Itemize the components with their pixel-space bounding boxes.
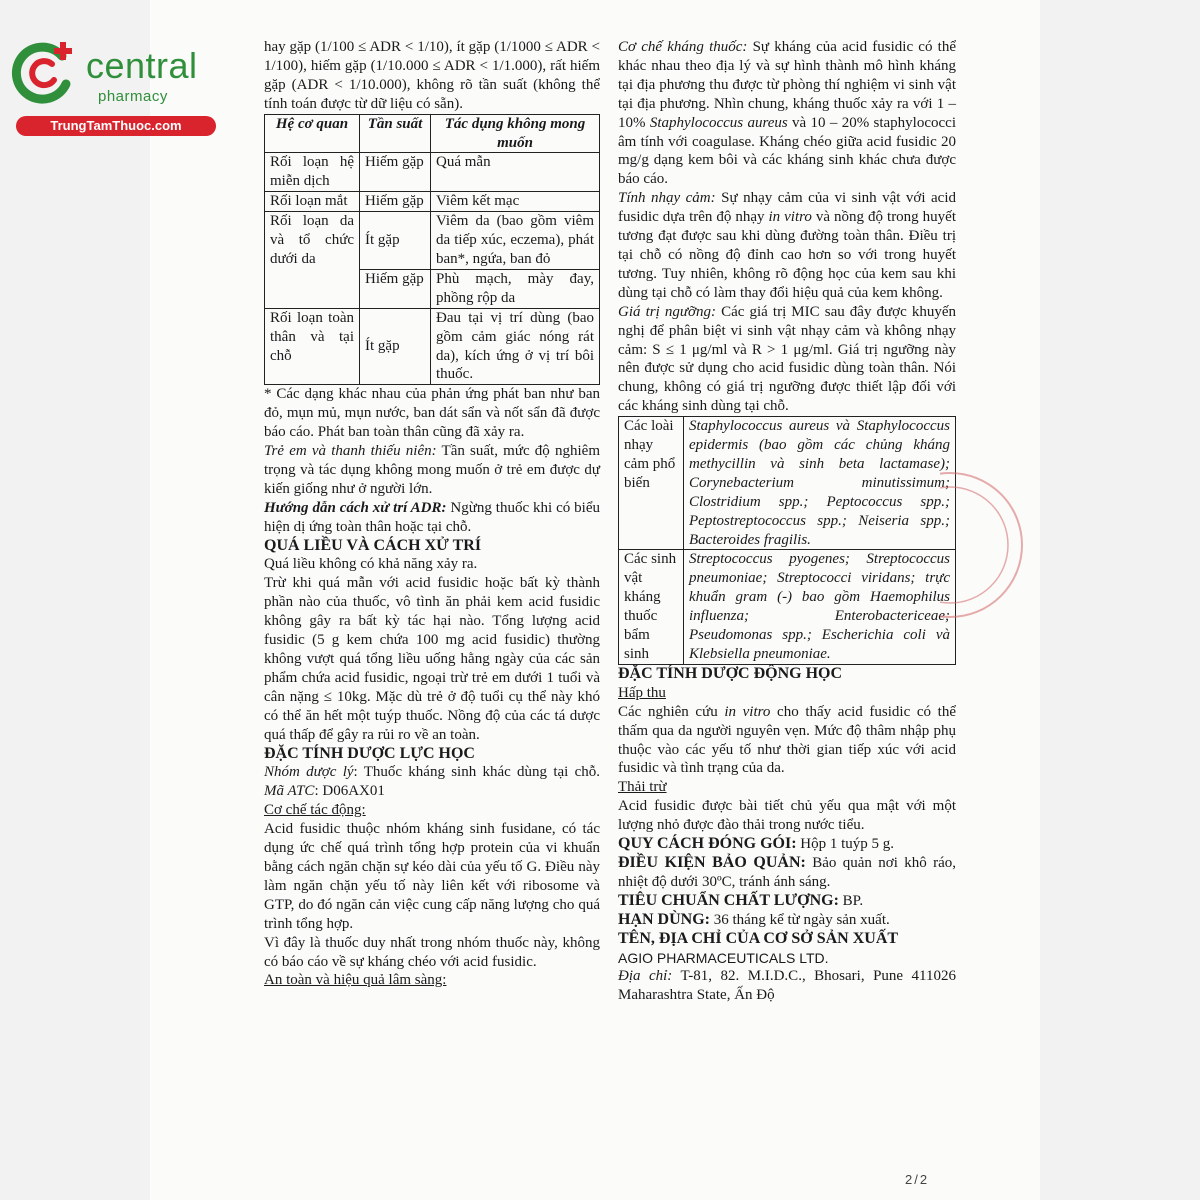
mechanism-label: Cơ chế tác động: [264,802,366,819]
storage-label: ĐIỀU KIỆN BẢO QUẢN: [618,853,806,871]
table-cell: Rối loạn mắt [265,192,360,212]
pharmacokinetics-heading: ĐẶC TÍNH DƯỢC ĐỘNG HỌC [618,664,843,682]
absorption-in-vitro: in vitro [724,703,771,720]
resistance-text-2: và 10 – 20% staphylococci âm tính với coagulase. Kháng chéo giữa acid fusidic 20 mg/g dạng kem bôi và các kháng sinh khác chưa được báo cáo. [618,114,956,188]
adr-handling-paragraph [264,499,600,537]
address-label: Địa chỉ: [618,968,673,985]
rash-footnote: * Các dạng khác nhau của phản ứng phát ban như ban đỏ, mụn mủ, mụn nước, ban dát sẩn và nốt sẩn đã được báo cáo. Phát ban toàn thân cũng đã xảy ra. [264,386,600,441]
table-row [619,550,956,664]
atc-label: Mã ATC [264,783,315,800]
absorption-text: Các nghiên cứu [618,703,725,720]
packaging-label: QUY CÁCH ĐÓNG GÓI: [618,835,797,853]
children-label: Trẻ em và thanh thiếu niên: [264,443,437,460]
group-label: Nhóm dược lý [264,764,354,781]
page-number: 2/2 [905,1172,930,1187]
manufacturer-heading: TÊN, ĐỊA CHỈ CỦA CƠ SỞ SẢN XUẤT [618,929,899,947]
table-row [265,192,600,212]
table-cell: Staphylococcus aureus và Staphylococcus epidermis (bao gồm các chủng kháng methycillin và sinh beta lactamase); Corynebacterium minutissimum; Clostridium spp.; Peptococcus spp.; Peptostreptococcus spp.; Neiseria spp.; Bacteroides fragilis. [684,417,956,550]
expiry-paragraph [618,911,956,930]
packaging-paragraph [618,835,956,854]
children-text: Tần suất, mức độ nghiêm trọng và tác dụng không mong muốn ở trẻ em được dự kiến giống như ở người lớn. [264,443,600,497]
pharmacodynamics-heading: ĐẶC TÍNH DƯỢC LỰC HỌC [264,744,475,762]
table-row [265,212,600,270]
table-cell: Streptococcus pyogenes; Streptococcus pneumoniae; Streptococci viridans; trực khuẩn gram (-) bao gồm Haemophilus influenza; Enterobactericeae; Pseudomonas spp.; Escherichia coli và Klebsiella pneumoniae. [684,550,956,664]
storage-paragraph [618,854,956,892]
table-cell: Rối loạn hệ miễn dịch [265,153,360,192]
cross-resistance-paragraph: Vì đây là thuốc duy nhất trong nhóm thuốc này, không có báo cáo về sự kháng chéo với acid fusidic. [264,934,600,970]
elimination-paragraph: Acid fusidic được bài tiết chủ yếu qua mật với một lượng nhỏ được đào thải trong nước tiểu. [618,798,956,834]
table-row [619,417,956,550]
sensitivity-text: Sự nhạy cảm của vi sinh vật với acid fusidic dựa trên độ nhạy [618,190,956,226]
logo-subtitle: pharmacy [98,88,168,105]
resistance-paragraph [618,38,956,189]
manufacturer-name: AGIO PHARMACEUTICALS LTD. [618,949,829,966]
group-text: : Thuốc kháng sinh khác dùng tại chỗ. [353,764,600,781]
company-stamp-icon [940,470,1028,620]
children-paragraph [264,442,600,499]
sensitivity-label: Tính nhạy cảm: [618,190,716,207]
sensitivity-text-2: và nồng độ trong huyết tương đạt được sau khi dùng đường toàn thân. Điều trị tại chỗ có nồng độ đỉnh cao hơn so với trong huyết tương. Tuy nhiên, không rõ động học của kem sau khi dùng tại chỗ có làm thay đổi hiệu quả của kem không. [618,209,956,301]
overdose-paragraph-1: Quá liều không có khả năng xảy ra. [264,556,478,573]
table-cell: Viêm kết mạc [431,192,600,212]
organisms-table [618,416,956,665]
adr-handling-text: Ngừng thuốc khi có biểu hiện dị ứng toàn thân hoặc tại chỗ. [264,499,600,535]
table-cell: Viêm da (bao gồm viêm da tiếp xúc, eczema), phát ban*, ngứa, ban đỏ [431,212,600,270]
expiry-text: 36 tháng kể từ ngày sản xuất. [710,911,890,928]
standard-label: TIÊU CHUẨN CHẤT LƯỢNG: [618,891,839,909]
logo-site-badge: TrungTamThuoc.com [16,116,216,136]
breakpoint-text: Các giá trị MIC sau đây được khuyến nghị để phân biệt vi sinh vật nhạy cảm và không nhạy cảm: S ≤ 1 μg/ml và R > 1 μg/ml. Giá trị ngưỡng này nên được sử dụng cho acid fusidic dùng toàn thân. Nói chung, không có giá trị ngưỡng được thiết lập đối với các kháng sinh dùng tại chỗ. [618,303,956,415]
breakpoint-paragraph [618,303,956,416]
resistance-text: Sự kháng của acid fusidic có thể khác nhau theo địa lý và sự hình thành mô hình kháng tại địa phương thu được từ phòng thí nghiệm vi sinh vật tại địa phương. Nhìn chung, kháng thuốc xảy ra với 1 – 10% [618,39,956,131]
expiry-label: HẠN DÙNG: [618,910,710,928]
table-cell: Các sinh vật kháng thuốc bẩm sinh [619,550,684,664]
address-text: T-81, 82. M.I.D.C., Bhosari, Pune 411026 Maharashtra State, Ấn Độ [618,968,956,1004]
absorption-paragraph [618,703,956,779]
mechanism-paragraph: Acid fusidic thuộc nhóm kháng sinh fusidane, có tác dụng ức chế quá trình tổng hợp protein của vi khuẩn bằng cách ngăn chặn sự kéo dài của yếu tố G. Điều này làm ngăn chặn yếu tố này liên kết với ribosome và GTP, do đó ngăn cản việc cung cấp năng lượng cho quá trình tổng hợp. [264,821,600,932]
logo-mark-icon [10,38,78,106]
in-vitro-term: in vitro [768,209,812,226]
sensitivity-paragraph [618,189,956,302]
packaging-text: Hộp 1 tuýp 5 g. [796,836,895,853]
central-pharmacy-logo [10,38,215,138]
standard-text: BP. [838,892,864,909]
left-column [264,38,600,990]
storage-text: Bảo quản nơi khô ráo, nhiệt độ dưới 30ºC, tránh ánh sáng. [618,854,956,890]
absorption-label: Hấp thu [618,684,666,701]
atc-text: : D06AX01 [314,783,385,800]
adverse-effects-table [264,114,600,386]
elimination-label: Thải trừ [618,779,667,796]
adr-handling-label: Hướng dẫn cách xử trí ADR: [264,499,447,516]
table-cell: Hiếm gặp [360,192,431,212]
table-cell: Rối loạn da và tổ chức dưới da [265,212,360,309]
table-cell: Ít gặp [360,308,431,385]
table-cell: Hiếm gặp [360,153,431,192]
right-column [618,38,956,1005]
table-cell: Đau tại vị trí dùng (bao gồm cảm giác nóng rát da), kích ứng ở vị trí bôi thuốc. [431,308,600,385]
safety-efficacy-label: An toàn và hiệu quả lâm sàng: [264,972,447,989]
resistance-label: Cơ chế kháng thuốc: [618,39,748,55]
table-cell: Quá mẫn [431,153,600,192]
table-row [265,153,600,192]
table-cell: Các loài nhạy cảm phổ biến [619,417,684,550]
table-header-cell: Tần suất [360,114,431,153]
table-row [265,308,600,385]
address-paragraph [618,967,956,1005]
pharmacologic-group-paragraph [264,763,600,801]
absorption-text-2: cho thấy acid fusidic có thể thấm qua da người nguyên vẹn. Mức độ thâm nhập phụ thuộc vào các yếu tố như thời gian tiếp xúc với acid fusidic và tình trạng của da. [618,703,956,777]
table-header-cell: Hệ cơ quan [265,114,360,153]
table-header-row [265,114,600,153]
breakpoint-label: Giá trị ngưỡng: [618,303,717,320]
adr-frequency-intro: hay gặp (1/100 ≤ ADR < 1/10), ít gặp (1/1000 ≤ ADR < 1/100), hiếm gặp (1/10.000 ≤ ADR < 1/1.000), rất hiếm gặp (ADR < 1/10.000), không rõ tần suất (không thể tính toán được từ dữ liệu có sẵn). [264,39,600,112]
staph-aureus: Staphylococcus aureus [649,114,788,131]
logo-brand: central [86,45,198,86]
table-cell: Phù mạch, mày đay, phồng rộp da [431,269,600,308]
table-cell: Hiếm gặp [360,269,431,308]
table-cell: Ít gặp [360,212,431,270]
table-header-cell: Tác dụng không mong muốn [431,114,600,153]
overdose-heading: QUÁ LIỀU VÀ CÁCH XỬ TRÍ [264,536,482,554]
standard-paragraph [618,892,956,911]
table-cell: Rối loạn toàn thân và tại chỗ [265,308,360,385]
overdose-paragraph-2: Trừ khi quá mẫn với acid fusidic hoặc bất kỳ thành phần nào của thuốc, vô tình ăn phải kem acid fusidic không gây ra bất kỳ tác hại nào. Tổng lượng acid fusidic (5 g kem chứa 100 mg acid fusidic) thường không vượt quá tổng liều uống hằng ngày của các sản phẩm chứa acid fusidic, ngoại trừ trẻ em dưới 1 tuổi và cân nặng ≤ 10kg. Mặc dù trẻ ở độ tuổi cụ thể này khó có thể ăn hết một tuýp thuốc. Nồng độ của các tá dược quá thấp để gây ra rủi ro về an toàn. [264,575,600,743]
